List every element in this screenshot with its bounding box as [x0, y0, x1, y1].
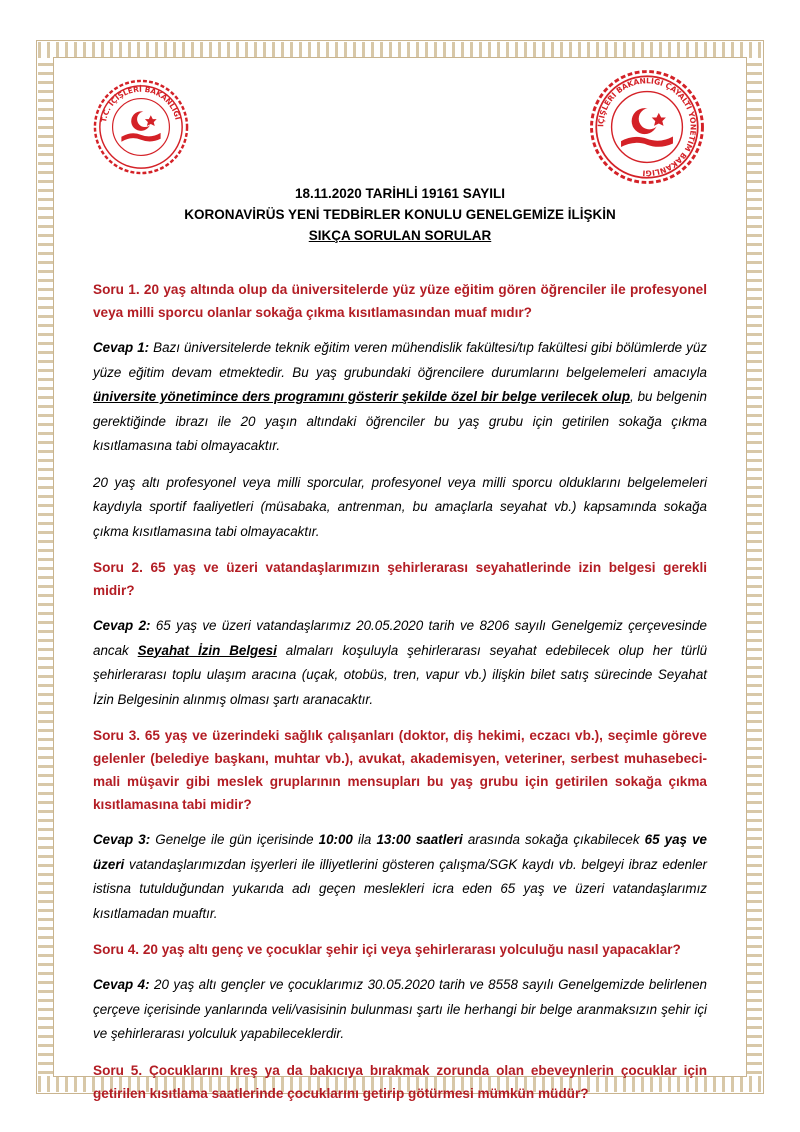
- answer-3-bold-1: 10:00: [318, 832, 353, 847]
- answer-1-label: Cevap 1:: [93, 340, 150, 355]
- header-line-2: KORONAVİRÜS YENİ TEDBİRLER KONULU GENELGEMİZE İLİŞKİN: [184, 207, 616, 222]
- faq-content: [93, 278, 707, 1117]
- answer-3: [93, 828, 707, 926]
- seal-left-text: T.C. İÇİŞLERİ BAKANLIĞI: [99, 84, 183, 123]
- answer-2: [93, 614, 707, 712]
- document-header: [100, 183, 700, 246]
- answer-3-bold-3: 65 yaş ve üzeri: [93, 832, 707, 872]
- question-3: Soru 3. 65 yaş ve üzerindeki sağlık çalışanları (doktor, diş hekimi, eczacı vb.), seçimle göreve gelenler (belediye başkanı, muhtar vb.), avukat, akademisyen, veteriner, serbest muhasebeci-mali müşavir gibi meslek gruplarının mensupları bu yaş grubu için getirilen sokağa çıkma kısıtlamasına tabi midir?: [93, 728, 707, 812]
- answer-1-text-a: Bazı üniversitelerde teknik eğitim veren mühendislik fakültesi/tıp fakültesi gibi bölümlerde yüz yüze eğitim devam etmektedir. Bu yaş grubundaki öğrencilere durumlarını belgelemeleri amacıyla: [93, 340, 707, 380]
- answer-3-text-c: arasında sokağa çıkabilecek: [462, 832, 645, 847]
- answer-1-text-b: , bu belgenin gerektiğinde ibrazı ile 20 yaşın altındaki öğrenciler bu yaş grubu için getirilen sokağa çıkma kısıtlamasına tabi olmayacaktır.: [93, 389, 707, 453]
- ministry-seal-right: [588, 68, 706, 186]
- answer-2-text-b: almaları koşuluyla şehirlerarası seyahat edebilecek olup her türlü şehirlerarası toplu ulaşım aracına (uçak, otobüs, tren, vapur vb.) ilişkin bilet satış sürecinde Seyahat İzin Belgesinin alınmış olması şartı aranacaktır.: [93, 642, 708, 707]
- header-line-3: SIKÇA SORULAN SORULAR: [308, 228, 492, 243]
- answer-4-label: Cevap 4:: [93, 977, 150, 992]
- answer-2-text-a: 65 yaş ve üzeri vatandaşlarımız 20.05.2020 tarih ve 8206 sayılı Genelgemiz çerçevesinde ancak: [93, 618, 707, 658]
- answer-1-continued: 20 yaş altı profesyonel veya milli sporcular, profesyonel veya milli sporcu olduklarını belgelemeleri kaydıyla sportif faaliyetleri (müsabaka, antrenman, bu amaçlarla seyahat vb.) kapsamında sokağa çıkma kısıtlamasına tabi olmayacaktır.: [93, 474, 707, 539]
- answer-4-text: 20 yaş altı gençler ve çocuklarımız 30.05.2020 tarih ve 8558 sayılı Genelgemizde belirlenen çerçeve içerisinde yanlarında veli/vasisinin bulunması şartı ile herhangi bir belge aranmaksızın şehir içi ve şehirlerarası yolculuk yapabileceklerdir.: [93, 977, 707, 1041]
- answer-3-bold-2: 13:00 saatleri: [376, 832, 463, 847]
- answer-1: [93, 336, 707, 459]
- answer-3-text-a: Genelge ile gün içerisinde: [150, 832, 319, 847]
- ministry-seal-left: [92, 78, 190, 176]
- answer-4: [93, 973, 707, 1047]
- header-line-1: 18.11.2020 TARİHLİ 19161 SAYILI: [294, 186, 506, 201]
- question-2: Soru 2. 65 yaş ve üzeri vatandaşlarımızın şehirlerarası seyahatlerinde izin belgesi gerekli midir?: [93, 560, 707, 598]
- answer-2-label: Cevap 2:: [93, 618, 151, 633]
- answer-3-label: Cevap 3:: [93, 832, 151, 847]
- seal-right-text: İÇİŞLERİ BAKANLIĞI ÇAYALTI YÖNETİM BAKANLIĞI: [596, 76, 698, 178]
- question-5: Soru 5. Çocuklarını kreş ya da bakıcıya bırakmak zorunda olan ebeveynlerin çocuklar için getirilen kısıtlama saatlerinde çocuklarını getirip götürmesi mümkün müdür?: [93, 1062, 707, 1101]
- answer-2-emphasis: Seyahat İzin Belgesi: [137, 642, 277, 658]
- answer-3-text-d: vatandaşlarımızdan işyerleri ile illiyetlerini gösteren çalışma/SGK kaydı vb. belgeyi ibraz edenler istisna tutulduğundan yukarıda adı geçen meslekleri icra eden 65 yaş ve üzeri vatandaşlarımız kısıtlamadan muaftır.: [93, 856, 707, 921]
- answer-3-text-b: ila: [352, 832, 377, 847]
- question-1: Soru 1. 20 yaş altında olup da üniversitelerde yüz yüze eğitim gören öğrenciler ile profesyonel veya milli sporcu olanlar sokağa çıkma kısıtlamasından muaf mıdır?: [93, 282, 707, 320]
- question-4: Soru 4. 20 yaş altı genç ve çocuklar şehir içi veya şehirlerarası yolculuğu nasıl yapacaklar?: [93, 942, 681, 957]
- answer-1-emphasis: üniversite yönetimince ders programını gösterir şekilde özel bir belge verilecek olup: [93, 389, 631, 404]
